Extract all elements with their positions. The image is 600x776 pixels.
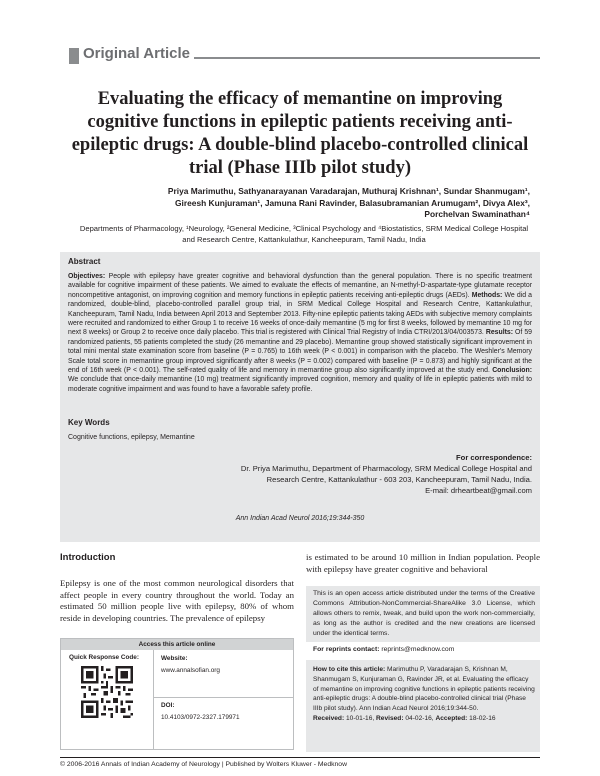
results-text: Of 59 randomized patients, 55 patients completed the study (26 memantine and 29 placebo). Memantine group showed statistically significant improvement in total mini mental state examination score from baseline (P = 0.765) to 16th week (P < 0.001) in comparison with the placebo. The Weshler's Memory Scale total score in memantine group improved significantly after 8 weeks (P = 0.002) compared with baseline (P = 0.873) and highly significant at the end of 16th week (P < 0.001). The self-rated quality of life and memory in memantine group also significantly improved at the study end. bbox=[68, 329, 532, 375]
right-column bbox=[306, 552, 540, 575]
footer-copyright: © 2006-2016 Annals of Indian Academy of Neurology | Published by Wolters Kluwer - Medknow bbox=[60, 761, 347, 768]
doi-label: DOI: bbox=[161, 702, 175, 709]
objectives-text: People with epilepsy have greater cognitive and behavioral dysfunction than the general population. There is no specific treatment available for cognitive impairment of these patients. We aimed to evaluate the effects of memantine, an N-methyl-D-aspartate-type glutamate receptor noncompetitive antagonist, on improving cognition and memory functions in epileptic patients receiving anti-epileptic drugs (AEDs). bbox=[68, 273, 532, 299]
conclusion-text: We conclude that once-daily memantine (10 mg) treatment significantly improved cognition, memory and quality of life in epileptic patients with mild to moderate cognitive impairment and was found to have a favorable safety profile. bbox=[68, 376, 532, 393]
introduction-continued: is estimated to be around 10 million in Indian population. People with epilepsy have greater cognitive and behavioral bbox=[306, 552, 540, 574]
introduction-paragraph: Epilepsy is one of the most common neurological disorders that affect people in every country throughout the world. Today an estimated 50 million people live with epilepsy, 80% of whom reside in developing countries. The prevalence of epilepsy bbox=[60, 578, 294, 624]
journal-reference: Ann Indian Acad Neurol 2016;19:344-350 bbox=[235, 515, 365, 522]
keywords-text: Cognitive functions, epilepsy, Memantine bbox=[68, 434, 195, 441]
citation-text bbox=[313, 665, 535, 724]
accepted-label: Accepted: bbox=[435, 714, 468, 722]
methods-text: We did a randomized, double-blind, placebo-controlled parallel group trial, in SRM Medical College Hospital and Research Centre, Kattankulathur, Kancheepuram, Tamil Nadu, India between April 2013 and September 2013. Fifty-nine epileptic patients taking AEDs with subjective memory complaints were recruited and randomized to either Group 1 to receive 16 weeks of once-daily memantine (5 mg for first 8 weeks, followed by memantine 10 mg for next 8 weeks) or Group 2 to receive once daily placebo. This trial is registered with Clinical Trial Registry of India CTRI/2013/04/003573. bbox=[68, 291, 533, 337]
affiliations: Departments of Pharmacology, ¹Neurology, ²General Medicine, ³Clinical Psychology and ⁴Biostatistics, SRM Medical College Hospital and Research Centre, Kattankulathur, Kancheepuram, Tamil Nadu, India bbox=[79, 224, 529, 244]
correspondence bbox=[190, 452, 532, 496]
revised-label: Revised: bbox=[376, 714, 404, 722]
revised-date: 04-02-16, bbox=[403, 714, 436, 722]
accepted-date: 18-02-16 bbox=[467, 714, 496, 722]
author-line-3: Porchelvan Swaminathan⁴ bbox=[424, 209, 530, 219]
objectives-label: Objectives: bbox=[68, 273, 106, 280]
footer-rule bbox=[60, 757, 540, 758]
author-line-1: Priya Marimuthu, Sathyanarayanan Varadarajan, Muthuraj Krishnan¹, Sundar Shanmugam¹, bbox=[167, 186, 530, 196]
reprints-label: For reprints contact: bbox=[313, 646, 380, 653]
qr-label: Quick Response Code: bbox=[69, 654, 139, 661]
author-list bbox=[110, 186, 530, 221]
open-access-notice: This is an open access article distributed under the terms of the Creative Commons Attribution-NonCommercial-ShareAlike 3.0 License, which allows others to remix, tweak, and build upon the work non-commercially, as long as the author is credited and the new creations are licensed under the identical terms. bbox=[313, 590, 535, 637]
cite-body: Marimuthu P, Varadarajan S, Krishnan M, Shanmugam S, Kunjuraman G, Ravinder JR, et al. Evaluating the efficacy of memantine on improving cognitive functions in epileptic patients receiving anti-epileptic drugs: A double-blind placebo-controlled clinical trial (Phase IIIb pilot study). Ann Indian Acad Neurol 2016;19:344-50. bbox=[313, 666, 535, 713]
introduction-heading: Introduction bbox=[60, 552, 116, 563]
correspondence-email: E-mail: drheartbeat@gmail.com bbox=[425, 486, 532, 495]
correspondence-label: For correspondence: bbox=[456, 453, 532, 462]
abstract-heading: Abstract bbox=[68, 257, 101, 266]
doi-link[interactable]: 10.4103/0972-2327.179971 bbox=[161, 714, 240, 721]
article-type-header bbox=[69, 44, 540, 66]
left-column bbox=[60, 552, 294, 625]
access-divider-vertical bbox=[153, 650, 154, 749]
reprints-email[interactable]: reprints@medknow.com bbox=[379, 646, 455, 653]
methods-label: Methods: bbox=[471, 291, 503, 299]
header-rule bbox=[194, 57, 540, 59]
conclusion-label: Conclusion: bbox=[492, 367, 532, 375]
article-type-label: Original Article bbox=[83, 45, 190, 62]
access-article-box bbox=[60, 638, 294, 750]
keywords-heading: Key Words bbox=[68, 418, 110, 427]
website-link[interactable]: www.annalsofian.org bbox=[161, 667, 220, 674]
cite-label: How to cite this article: bbox=[313, 666, 386, 673]
reprints-contact bbox=[313, 646, 454, 653]
author-line-2: Gireesh Kunjuraman¹, Jamuna Rani Ravinder, Balasubramanian Arumugam², Divya Alex³, bbox=[175, 197, 530, 208]
qr-code-icon[interactable] bbox=[81, 666, 133, 718]
abstract-text bbox=[68, 272, 532, 394]
paper-title: Evaluating the efficacy of memantine on improving cognitive functions in epileptic patients receiving anti-epileptic drugs: A double-blind placebo-controlled clinical trial (Phase IIIb pilot study) bbox=[71, 89, 529, 178]
received-date: 10-01-16, bbox=[344, 714, 377, 722]
correspondence-line-1: Dr. Priya Marimuthu, Department of Pharmacology, SRM Medical College Hospital and bbox=[240, 464, 532, 473]
received-label: Received: bbox=[313, 714, 345, 722]
access-divider-horizontal bbox=[153, 697, 293, 698]
access-heading: Access this article online bbox=[61, 639, 293, 650]
correspondence-line-2: Research Centre, Kattankulathur - 603 203, Kancheepuram, Tamil Nadu, India. bbox=[266, 475, 532, 484]
website-label: Website: bbox=[161, 655, 188, 662]
header-bar bbox=[69, 48, 79, 64]
results-label: Results: bbox=[485, 329, 514, 337]
